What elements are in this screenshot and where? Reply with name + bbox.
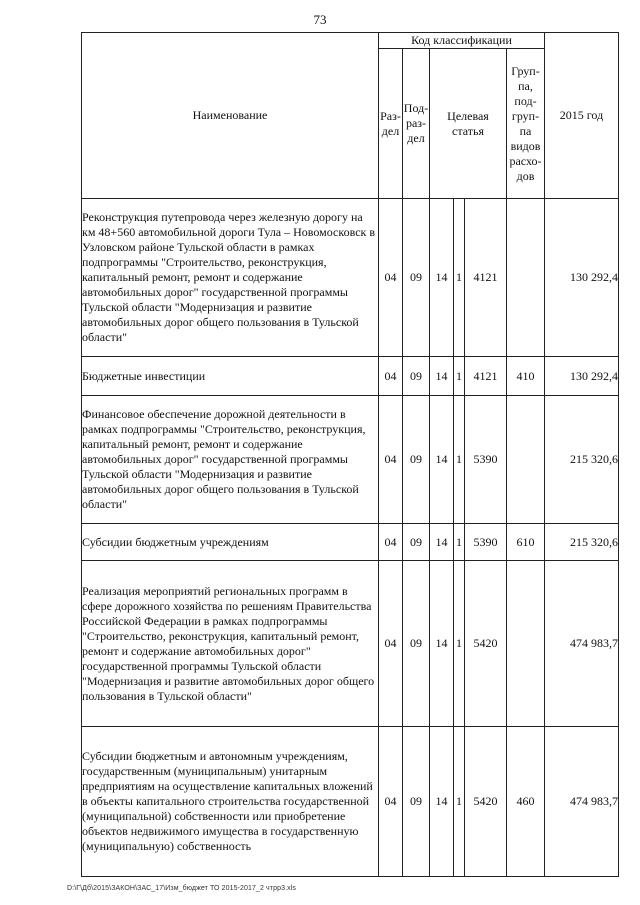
header-podrazdel: Под- раз- дел <box>403 49 430 199</box>
page-number: 73 <box>313 12 327 27</box>
row-amount: 474 983,7 <box>545 727 619 877</box>
header-name: Наименование <box>82 33 379 199</box>
row-target-code-2: 1 <box>454 727 465 877</box>
row-amount: 215 320,6 <box>545 396 619 524</box>
header-year: 2015 год <box>545 33 619 199</box>
row-target-code-3: 5390 <box>465 396 507 524</box>
row-target-code-2: 1 <box>454 199 465 357</box>
table-row <box>82 561 619 727</box>
row-expense-type: 460 <box>507 727 545 877</box>
row-amount: 130 292,4 <box>545 357 619 396</box>
row-name: Реализация мероприятий региональных программ в сфере дорожного хозяйства по решениям Правительства Российской Федерации в рамках подпрограммы "Строительство, реконструкция, капитальный ремонт, ремонт и содержание автомобильных дорог" государственной программы Тульской области "Модернизация и развитие автомобильных дорог общего пользования в Тульской области" <box>82 561 379 727</box>
row-amount: 130 292,4 <box>545 199 619 357</box>
row-expense-type: 410 <box>507 357 545 396</box>
row-target-code-2: 1 <box>454 524 465 561</box>
row-expense-type <box>507 561 545 727</box>
file-path-footer: D:\Г\Дб\2015\ЗАКОН\ЗАС_17\Изм_бюджет ТО 2015-2017_2 чтрр3.xls <box>67 885 296 892</box>
table-row <box>82 357 619 396</box>
row-expense-type <box>507 396 545 524</box>
row-podrazdel: 09 <box>403 357 430 396</box>
row-razdel: 04 <box>379 561 403 727</box>
row-podrazdel: 09 <box>403 199 430 357</box>
budget-table <box>81 32 619 877</box>
row-target-code-1: 14 <box>430 561 454 727</box>
row-target-code-3: 5390 <box>465 524 507 561</box>
header-expense-group: Груп- па, под- груп- па видов расхо- дов <box>507 49 545 199</box>
row-razdel: 04 <box>379 727 403 877</box>
row-podrazdel: 09 <box>403 727 430 877</box>
row-target-code-1: 14 <box>430 396 454 524</box>
row-target-code-1: 14 <box>430 524 454 561</box>
row-amount: 215 320,6 <box>545 524 619 561</box>
row-razdel: 04 <box>379 357 403 396</box>
row-expense-type: 610 <box>507 524 545 561</box>
row-podrazdel: 09 <box>403 396 430 524</box>
row-name: Финансовое обеспечение дорожной деятельности в рамках подпрограммы "Строительство, реконструкция, капитальный ремонт, ремонт и содержание автомобильных дорог" государственной программы Тульской области "Модернизация и развитие автомобильных дорог общего пользования в Тульской области" <box>82 396 379 524</box>
row-name: Бюджетные инвестиции <box>82 357 379 396</box>
table-row <box>82 396 619 524</box>
header-target-article: Целевая статья <box>430 49 507 199</box>
row-razdel: 04 <box>379 396 403 524</box>
row-target-code-2: 1 <box>454 561 465 727</box>
row-expense-type <box>507 199 545 357</box>
table-row <box>82 199 619 357</box>
header-razdel: Раз- дел <box>379 49 403 199</box>
row-target-code-2: 1 <box>454 357 465 396</box>
table-row <box>82 727 619 877</box>
row-target-code-1: 14 <box>430 727 454 877</box>
row-target-code-3: 5420 <box>465 561 507 727</box>
header-row-top <box>82 33 619 49</box>
row-name: Субсидии бюджетным и автономным учреждениям, государственным (муниципальным) унитарным предприятиям на осуществление капитальных вложений в объекты капитального строительства государственной (муниципальной) собственности или приобретение объектов недвижимого имущества в государственную (муниципальную) собственность <box>82 727 379 877</box>
row-razdel: 04 <box>379 199 403 357</box>
row-target-code-1: 14 <box>430 357 454 396</box>
row-name: Реконструкция путепровода через железную дорогу на км 48+560 автомобильной дороги Тула – Новомосковск в Узловском районе Тульской области в рамках подпрограммы "Строительство, реконструкция, капитальный ремонт, ремонт и содержание автомобильных дорог" государственной программы Тульской области "Модернизация и развитие автомобильных дорог общего пользования в Тульской области" <box>82 199 379 357</box>
row-target-code-3: 4121 <box>465 199 507 357</box>
row-razdel: 04 <box>379 524 403 561</box>
row-target-code-2: 1 <box>454 396 465 524</box>
row-podrazdel: 09 <box>403 561 430 727</box>
row-target-code-3: 5420 <box>465 727 507 877</box>
row-name: Субсидии бюджетным учреждениям <box>82 524 379 561</box>
header-classification-code: Код классификации <box>379 33 545 49</box>
row-podrazdel: 09 <box>403 524 430 561</box>
table-row <box>82 524 619 561</box>
row-target-code-3: 4121 <box>465 357 507 396</box>
row-target-code-1: 14 <box>430 199 454 357</box>
row-amount: 474 983,7 <box>545 561 619 727</box>
